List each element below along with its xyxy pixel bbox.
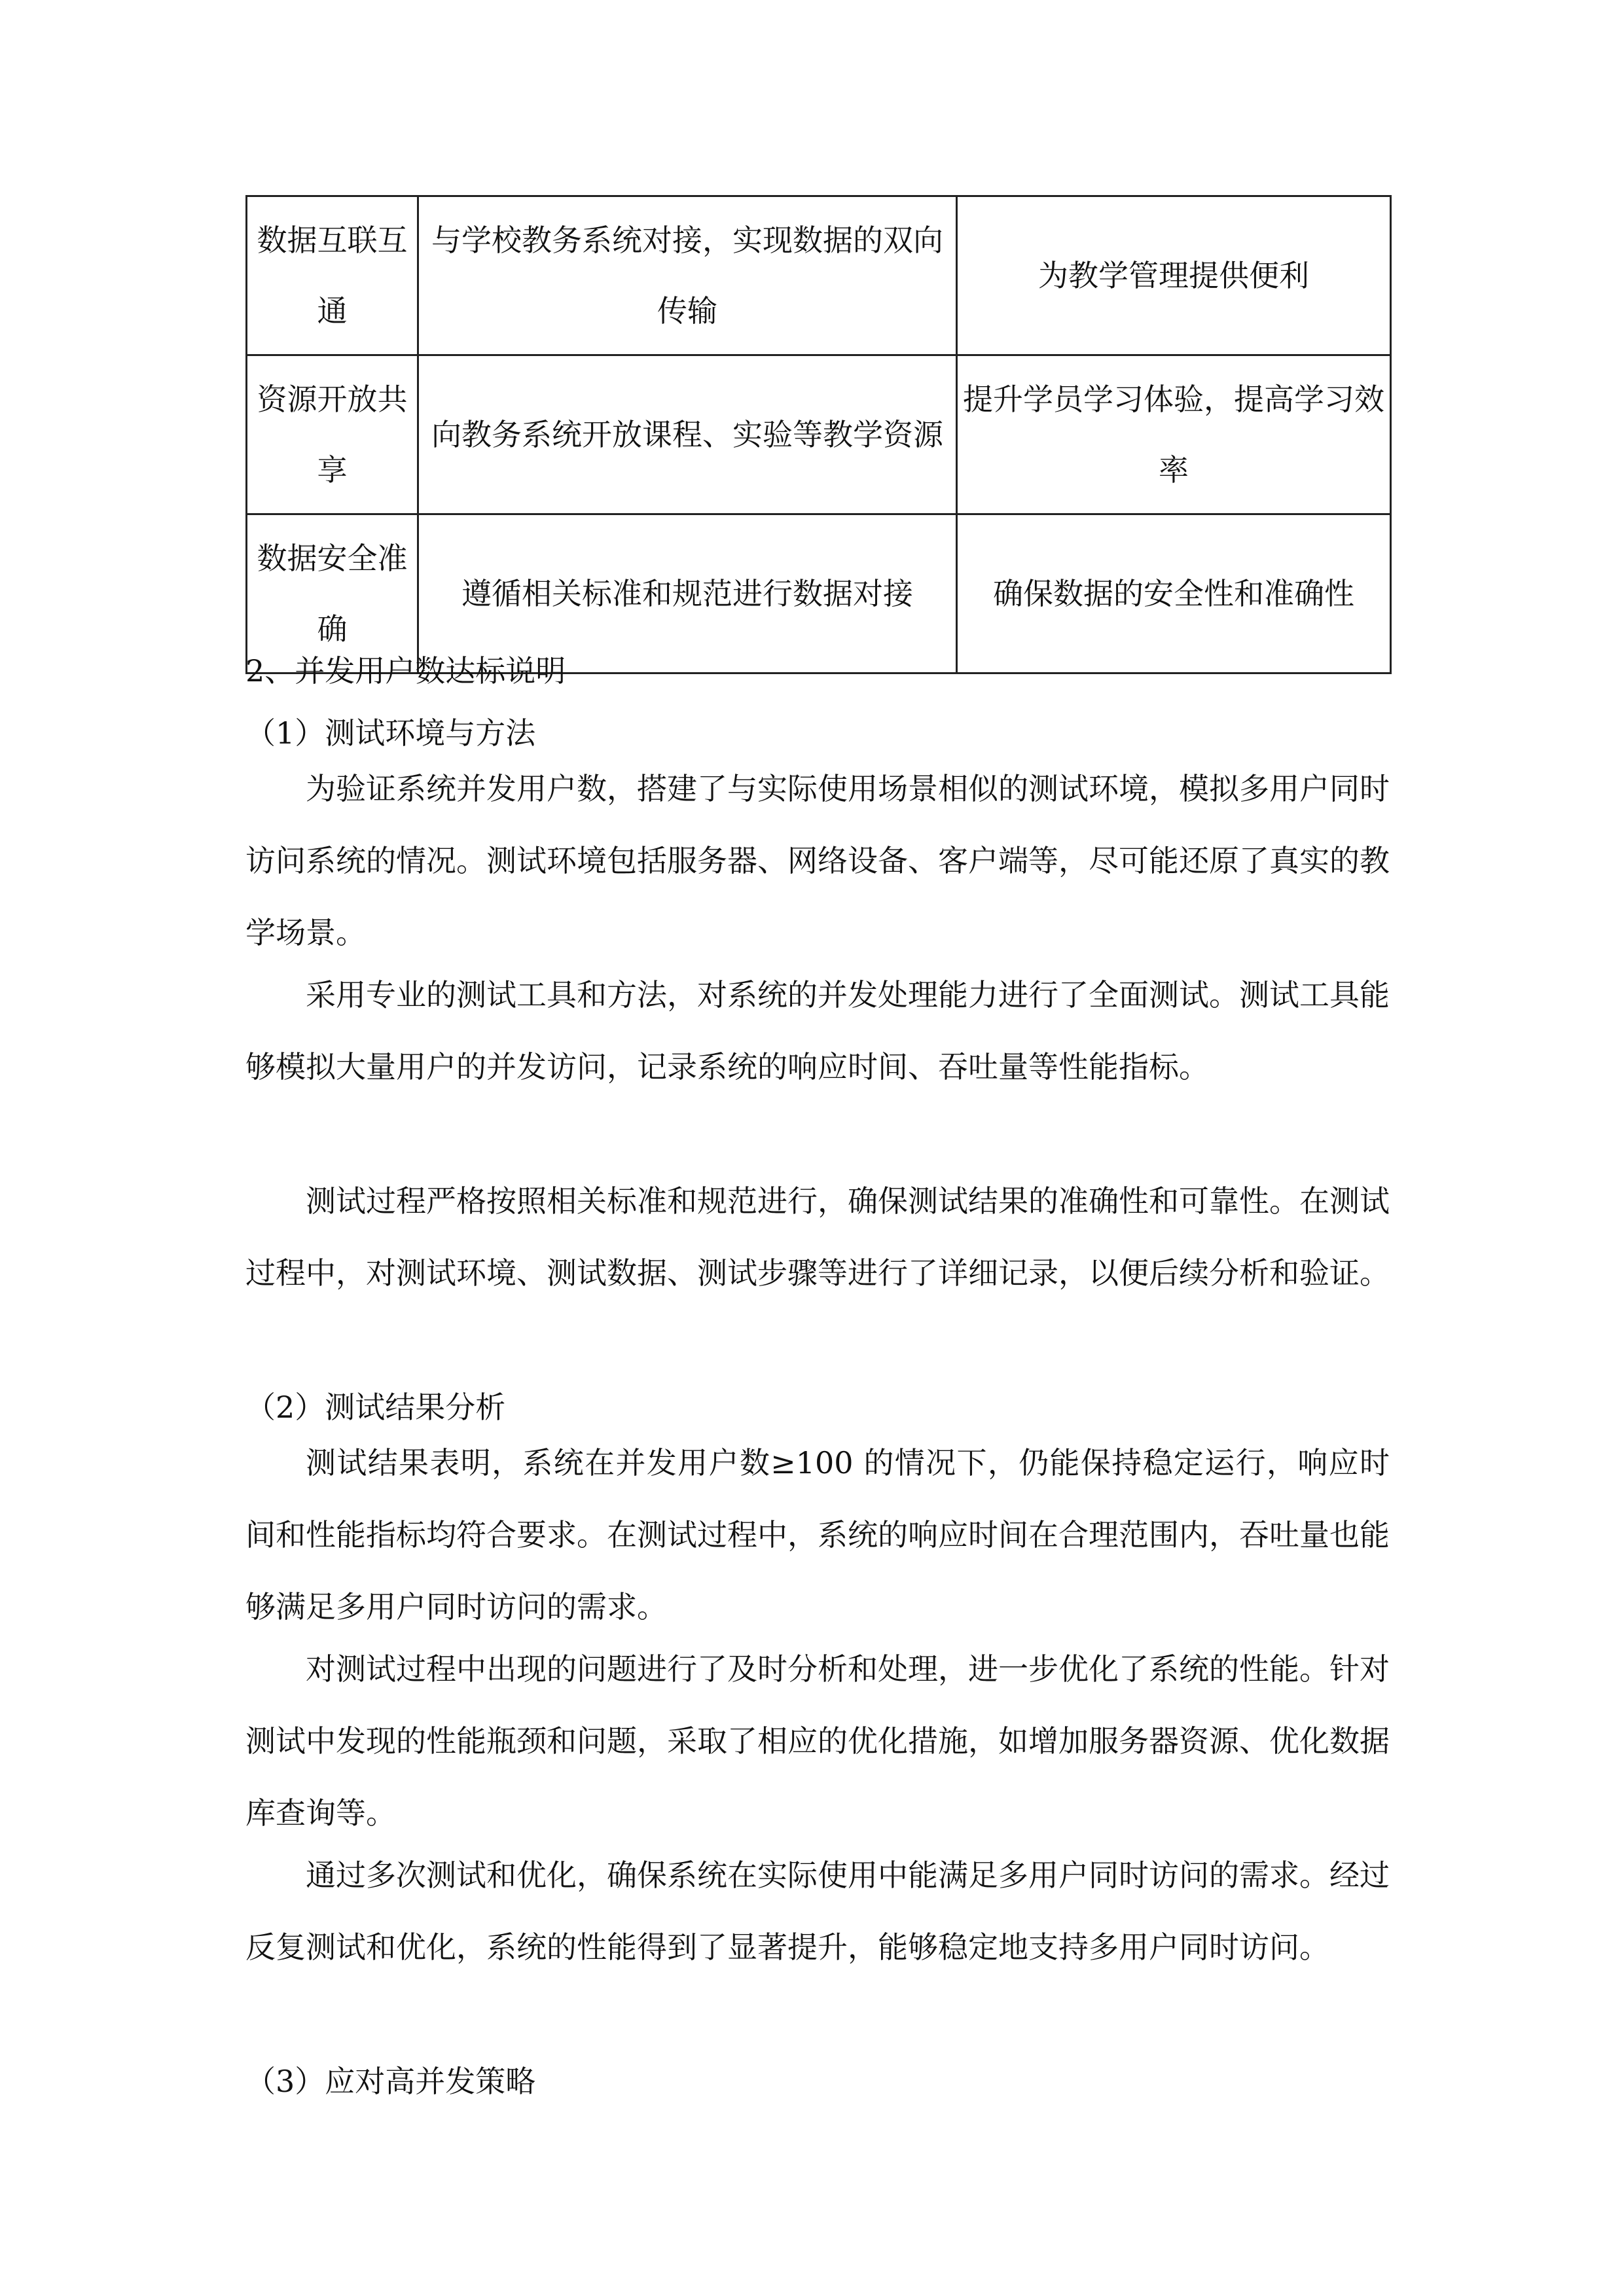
table-cell-description: 与学校教务系统对接，实现数据的双向传输 — [418, 196, 957, 355]
subsection-heading-test-method: （1）测试环境与方法 — [245, 715, 536, 751]
table-cell-feature: 数据互联互通 — [247, 196, 418, 355]
table-cell-description: 遵循相关标准和规范进行数据对接 — [418, 514, 957, 673]
paragraph: 通过多次测试和优化，确保系统在实际使用中能满足多用户同时访问的需求。经过反复测试和优化，系统的性能得到了显著提升，能够稳定地支持多用户同时访问。 — [245, 1857, 1390, 1965]
paragraph: 测试结果表明，系统在并发用户数≥100 的情况下，仍能保持稳定运行，响应时间和性能指标均符合要求。在测试过程中，系统的响应时间在合理范围内，吞吐量也能够满足多用户同时访问的需求。 — [245, 1445, 1390, 1624]
table-cell-benefit: 提升学员学习体验，提高学习效率 — [957, 355, 1391, 514]
subsection-heading-high-concurrency: （3）应对高并发策略 — [245, 2064, 536, 2099]
paragraph: 采用专业的测试工具和方法，对系统的并发处理能力进行了全面测试。测试工具能够模拟大量用户的并发访问，记录系统的响应时间、吞吐量等性能指标。 — [245, 977, 1390, 1085]
paragraph: 为验证系统并发用户数，搭建了与实际使用场景相似的测试环境，模拟多用户同时访问系统的情况。测试环境包括服务器、网络设备、客户端等，尽可能还原了真实的教学场景。 — [245, 771, 1390, 950]
paragraph: 测试过程严格按照相关标准和规范进行，确保测试结果的准确性和可靠性。在测试过程中，对测试环境、测试数据、测试步骤等进行了详细记录，以便后续分析和验证。 — [245, 1183, 1390, 1291]
table-cell-description: 向教务系统开放课程、实验等教学资源 — [418, 355, 957, 514]
feature-table — [245, 195, 1392, 674]
table-cell-benefit: 确保数据的安全性和准确性 — [957, 514, 1391, 673]
section-heading: 2、并发用户数达标说明 — [245, 653, 566, 689]
table-cell-feature: 数据安全准确 — [247, 514, 418, 673]
paragraph: 对测试过程中出现的问题进行了及时分析和处理，进一步优化了系统的性能。针对测试中发现的性能瓶颈和问题，采取了相应的优化措施，如增加服务器资源、优化数据库查询等。 — [245, 1651, 1390, 1831]
table-row — [247, 355, 1391, 514]
table-cell-feature: 资源开放共享 — [247, 355, 418, 514]
table-row — [247, 196, 1391, 355]
subsection-heading-result-analysis: （2）测试结果分析 — [245, 1390, 506, 1425]
table-cell-benefit: 为教学管理提供便利 — [957, 196, 1391, 355]
